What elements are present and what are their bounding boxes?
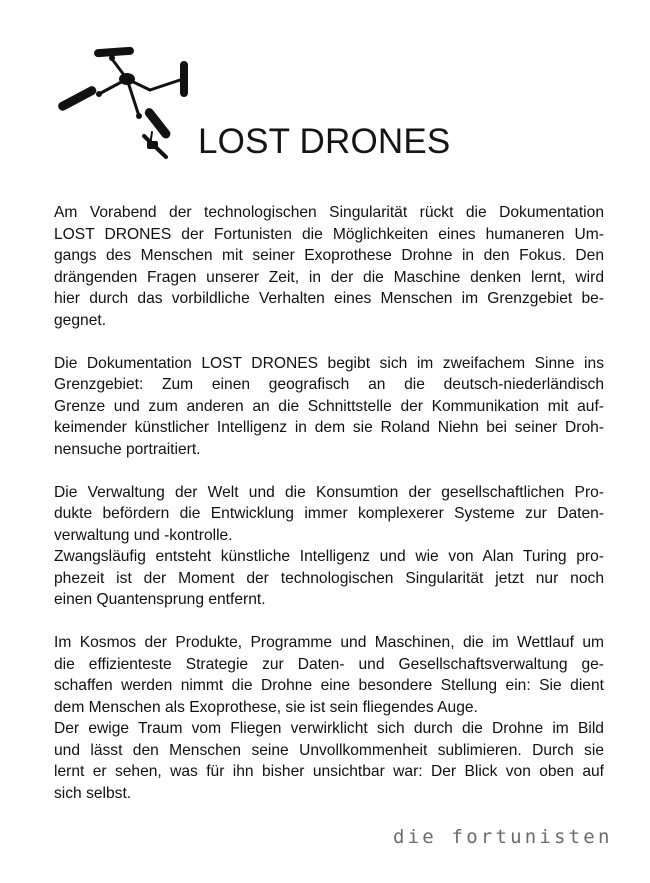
- text-line: einen Quantensprung entfernt.: [54, 591, 266, 608]
- text-line: verwaltung und -kontrolle.: [54, 526, 233, 544]
- text-line: Grenze und zum anderen an die Schnittstelle der Kommunikation mit auf-: [54, 397, 604, 415]
- footer-signature: die fortunisten: [393, 826, 613, 848]
- text-line: gegnet.: [54, 311, 107, 329]
- quadcopter-drone-icon: [52, 42, 192, 164]
- text-line: Im Kosmos der Produkte, Programme und Maschinen, die im Wettlauf um: [54, 634, 604, 651]
- text-line: Zwangsläufig entsteht künstliche Intelligenz und wie von Alan Turing pro-: [54, 548, 604, 565]
- text-line: Die Dokumentation LOST DRONES begibt sich im zweifachem Sinne ins: [54, 354, 604, 372]
- text-line: schaffen werden nimmt die Drohne eine besondere Stellung ein: Sie dient: [54, 677, 604, 694]
- text-line: drängenden Fragen unserer Zeit, in der die Maschine denken lernt, wird: [54, 268, 604, 286]
- text-line: gangs des Menschen mit seiner Exoprothese Drohne in den Fokus. Den: [54, 247, 604, 264]
- text-line: Der ewige Traum vom Fliegen verwirklicht sich durch die Drohne im Bild: [54, 720, 604, 737]
- paragraph: [54, 482, 604, 611]
- text-line: die effizienteste Strategie zur Daten- und Gesellschaftsverwaltung ge-: [54, 655, 604, 673]
- text-line: dem Menschen als Exoprothese, sie ist sein fliegendes Auge.: [54, 698, 478, 716]
- text-line: hier durch das vorbildliche Verhalten eines Menschen im Grenzgebiet be-: [54, 290, 604, 307]
- document-body: [54, 202, 604, 804]
- text-line: phezeit ist der Moment der technologischen Singularität jetzt nur noch: [54, 569, 604, 587]
- paragraph-gap: [54, 331, 604, 353]
- page-title: LOST DRONES: [198, 122, 451, 161]
- text-line: Die Verwaltung der Welt und die Konsumtion der gesellschaftlichen Pro-: [54, 483, 604, 501]
- paragraph-gap: [54, 611, 604, 633]
- text-line: Grenzgebiet: Zum einen geografisch an die deutsch-niederländisch: [54, 376, 604, 393]
- text-line: keimender künstlicher Intelligenz in dem sie Roland Niehn bei seiner Droh-: [54, 419, 604, 436]
- text-line: und lässt den Menschen seine Unvollkommenheit sublimieren. Durch sie: [54, 741, 604, 759]
- paragraph: [54, 202, 604, 331]
- text-line: nensuche portraitiert.: [54, 440, 201, 458]
- text-line: Am Vorabend der technologischen Singularität rückt die Dokumentation: [54, 204, 604, 221]
- text-line: sich selbst.: [54, 784, 132, 802]
- text-line: LOST DRONES der Fortunisten die Möglichkeiten eines humaneren Um-: [54, 225, 604, 243]
- text-line: lernt er sehen, was für ihn bisher unsichtbar war: Der Blick von oben auf: [54, 763, 604, 780]
- text-line: dukte befördern die Entwicklung immer komplexerer Systeme zur Daten-: [54, 505, 604, 522]
- paragraph: [54, 353, 604, 461]
- paragraph: [54, 632, 604, 804]
- paragraph-gap: [54, 460, 604, 482]
